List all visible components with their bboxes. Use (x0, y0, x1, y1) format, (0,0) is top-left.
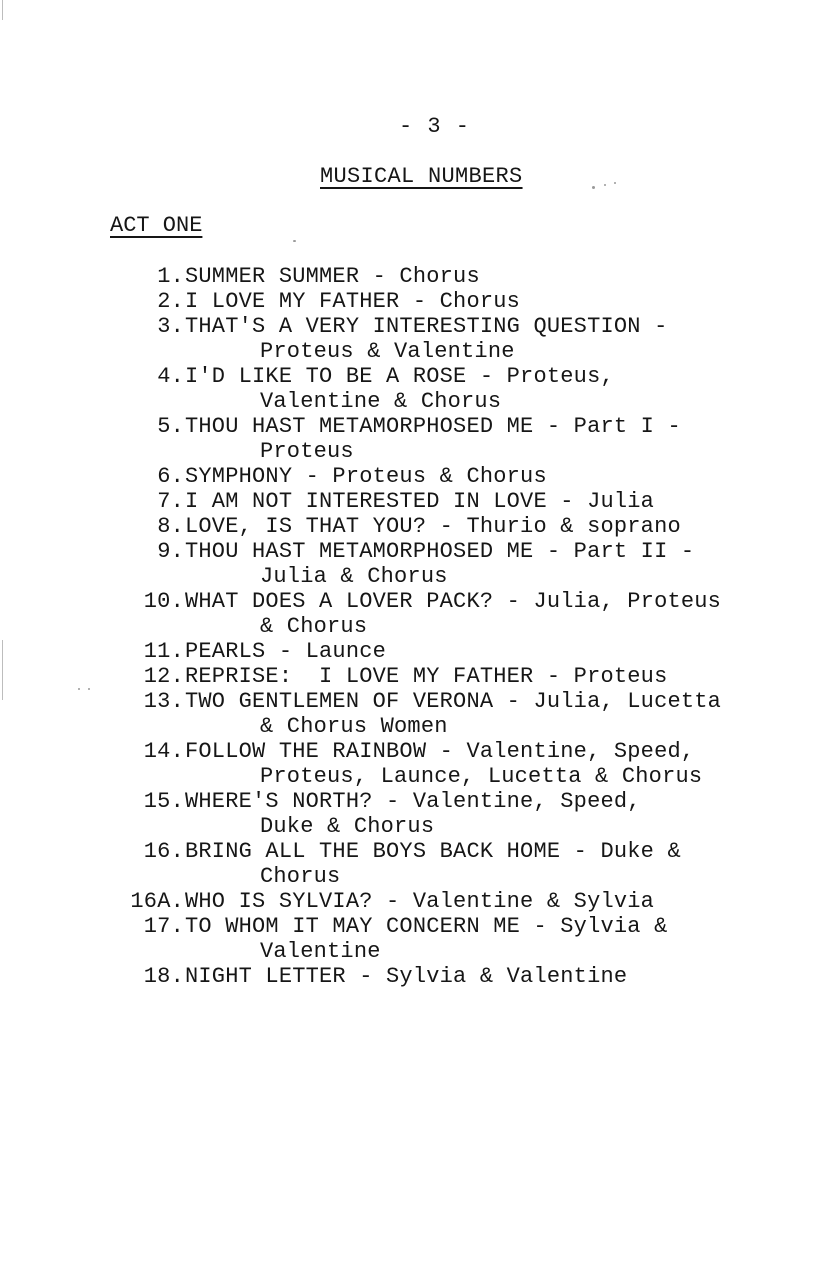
item-number-cell (104, 739, 184, 764)
item-number: 4. (157, 364, 184, 389)
act-heading: ACT ONE (110, 213, 203, 238)
item-title-line: WHO IS SYLVIA? - Valentine & Sylvia (185, 889, 655, 914)
item-title (185, 464, 804, 489)
item-number-cell (104, 839, 184, 864)
item-title-line: THAT'S A VERY INTERESTING QUESTION - (185, 314, 668, 339)
scan-edge-mark (2, 640, 3, 700)
item-title-continuation: Duke & Chorus (260, 814, 435, 839)
item-title-line: SUMMER SUMMER - Chorus (185, 264, 480, 289)
item-number: 14. (143, 739, 184, 764)
item-title (185, 364, 804, 414)
item-number: 15. (143, 789, 184, 814)
item-title-line: I LOVE MY FATHER - Chorus (185, 289, 521, 314)
item-number-cell (104, 514, 184, 539)
item-number-cell (104, 789, 184, 814)
item-number: 3. (157, 314, 184, 339)
list-item (104, 414, 804, 464)
item-number-cell (104, 664, 184, 689)
item-title (185, 489, 804, 514)
item-number-cell (104, 639, 184, 664)
list-item (104, 964, 804, 989)
scan-speck (88, 688, 90, 690)
item-number: 12. (143, 664, 184, 689)
item-number-cell (104, 489, 184, 514)
item-number-cell (104, 314, 184, 339)
item-title (185, 964, 804, 989)
item-number-cell (104, 264, 184, 289)
item-number-cell (104, 464, 184, 489)
item-number: 17. (143, 914, 184, 939)
item-number-cell (104, 414, 184, 439)
item-title-line: REPRISE: I LOVE MY FATHER - Proteus (185, 664, 668, 689)
list-item (104, 314, 804, 364)
scan-speck (293, 240, 296, 242)
item-title (185, 639, 804, 664)
scan-speck (604, 184, 606, 186)
list-item (104, 464, 804, 489)
item-title-continuation: Proteus & Valentine (260, 339, 515, 364)
list-item (104, 739, 804, 789)
item-title-line: THOU HAST METAMORPHOSED ME - Part I - (185, 414, 681, 439)
item-title-continuation: & Chorus (260, 614, 368, 639)
list-item (104, 514, 804, 539)
item-number: 16. (143, 839, 184, 864)
list-item (104, 839, 804, 889)
item-title (185, 514, 804, 539)
item-title-line: NIGHT LETTER - Sylvia & Valentine (185, 964, 628, 989)
item-title-line: SYMPHONY - Proteus & Chorus (185, 464, 547, 489)
item-title (185, 414, 804, 464)
list-item (104, 789, 804, 839)
item-number: 11. (143, 639, 184, 664)
musical-numbers-list (104, 264, 804, 989)
item-number: 16A. (130, 889, 184, 914)
scan-speck (614, 182, 616, 184)
scan-speck (592, 186, 595, 189)
list-item (104, 489, 804, 514)
item-number-cell (104, 289, 184, 314)
item-title-line: THOU HAST METAMORPHOSED ME - Part II - (185, 539, 695, 564)
item-title-continuation: & Chorus Women (260, 714, 448, 739)
list-item (104, 364, 804, 414)
item-title-line: TO WHOM IT MAY CONCERN ME - Sylvia & (185, 914, 668, 939)
item-title-line: TWO GENTLEMEN OF VERONA - Julia, Lucetta (185, 689, 722, 714)
list-item (104, 914, 804, 964)
item-number: 6. (157, 464, 184, 489)
item-number: 10. (143, 589, 184, 614)
item-title-continuation: Proteus, Launce, Lucetta & Chorus (260, 764, 703, 789)
item-title-line: I'D LIKE TO BE A ROSE - Proteus, (185, 364, 614, 389)
scan-speck (78, 688, 80, 690)
item-number: 18. (143, 964, 184, 989)
item-title-line: WHAT DOES A LOVER PACK? - Julia, Proteus (185, 589, 722, 614)
item-number-cell (104, 589, 184, 614)
item-number-cell (104, 914, 184, 939)
item-number-cell (104, 689, 184, 714)
item-title-line: BRING ALL THE BOYS BACK HOME - Duke & (185, 839, 681, 864)
item-title-continuation: Valentine & Chorus (260, 389, 502, 414)
item-number: 1. (157, 264, 184, 289)
list-item (104, 639, 804, 664)
item-title (185, 789, 804, 839)
item-title-continuation: Chorus (260, 864, 341, 889)
item-title (185, 739, 804, 789)
item-number: 7. (157, 489, 184, 514)
item-title (185, 664, 804, 689)
item-title-line: WHERE'S NORTH? - Valentine, Speed, (185, 789, 641, 814)
item-number-cell (104, 364, 184, 389)
item-number: 5. (157, 414, 184, 439)
item-title (185, 914, 804, 964)
item-title-line: FOLLOW THE RAINBOW - Valentine, Speed, (185, 739, 695, 764)
scan-edge-mark (2, 0, 3, 20)
list-item (104, 539, 804, 589)
item-title (185, 889, 804, 914)
item-title-continuation: Julia & Chorus (260, 564, 448, 589)
list-item (104, 589, 804, 639)
list-item (104, 889, 804, 914)
item-number: 9. (157, 539, 184, 564)
list-item (104, 289, 804, 314)
item-title (185, 689, 804, 739)
item-number-cell (104, 964, 184, 989)
list-item (104, 689, 804, 739)
item-number: 13. (143, 689, 184, 714)
list-item (104, 664, 804, 689)
item-number: 2. (157, 289, 184, 314)
item-title (185, 264, 804, 289)
list-item (104, 264, 804, 289)
item-title-line: I AM NOT INTERESTED IN LOVE - Julia (185, 489, 655, 514)
page-title: MUSICAL NUMBERS (320, 164, 523, 189)
item-title-continuation: Proteus (260, 439, 354, 464)
item-title-line: PEARLS - Launce (185, 639, 387, 664)
page-number: - 3 - (398, 114, 470, 139)
item-title-line: LOVE, IS THAT YOU? - Thurio & soprano (185, 514, 681, 539)
item-title-continuation: Valentine (260, 939, 381, 964)
item-title (185, 539, 804, 589)
item-number: 8. (157, 514, 184, 539)
item-number-cell (104, 539, 184, 564)
item-title (185, 289, 804, 314)
item-number-cell (104, 889, 184, 914)
item-title (185, 839, 804, 889)
item-title (185, 314, 804, 364)
item-title (185, 589, 804, 639)
